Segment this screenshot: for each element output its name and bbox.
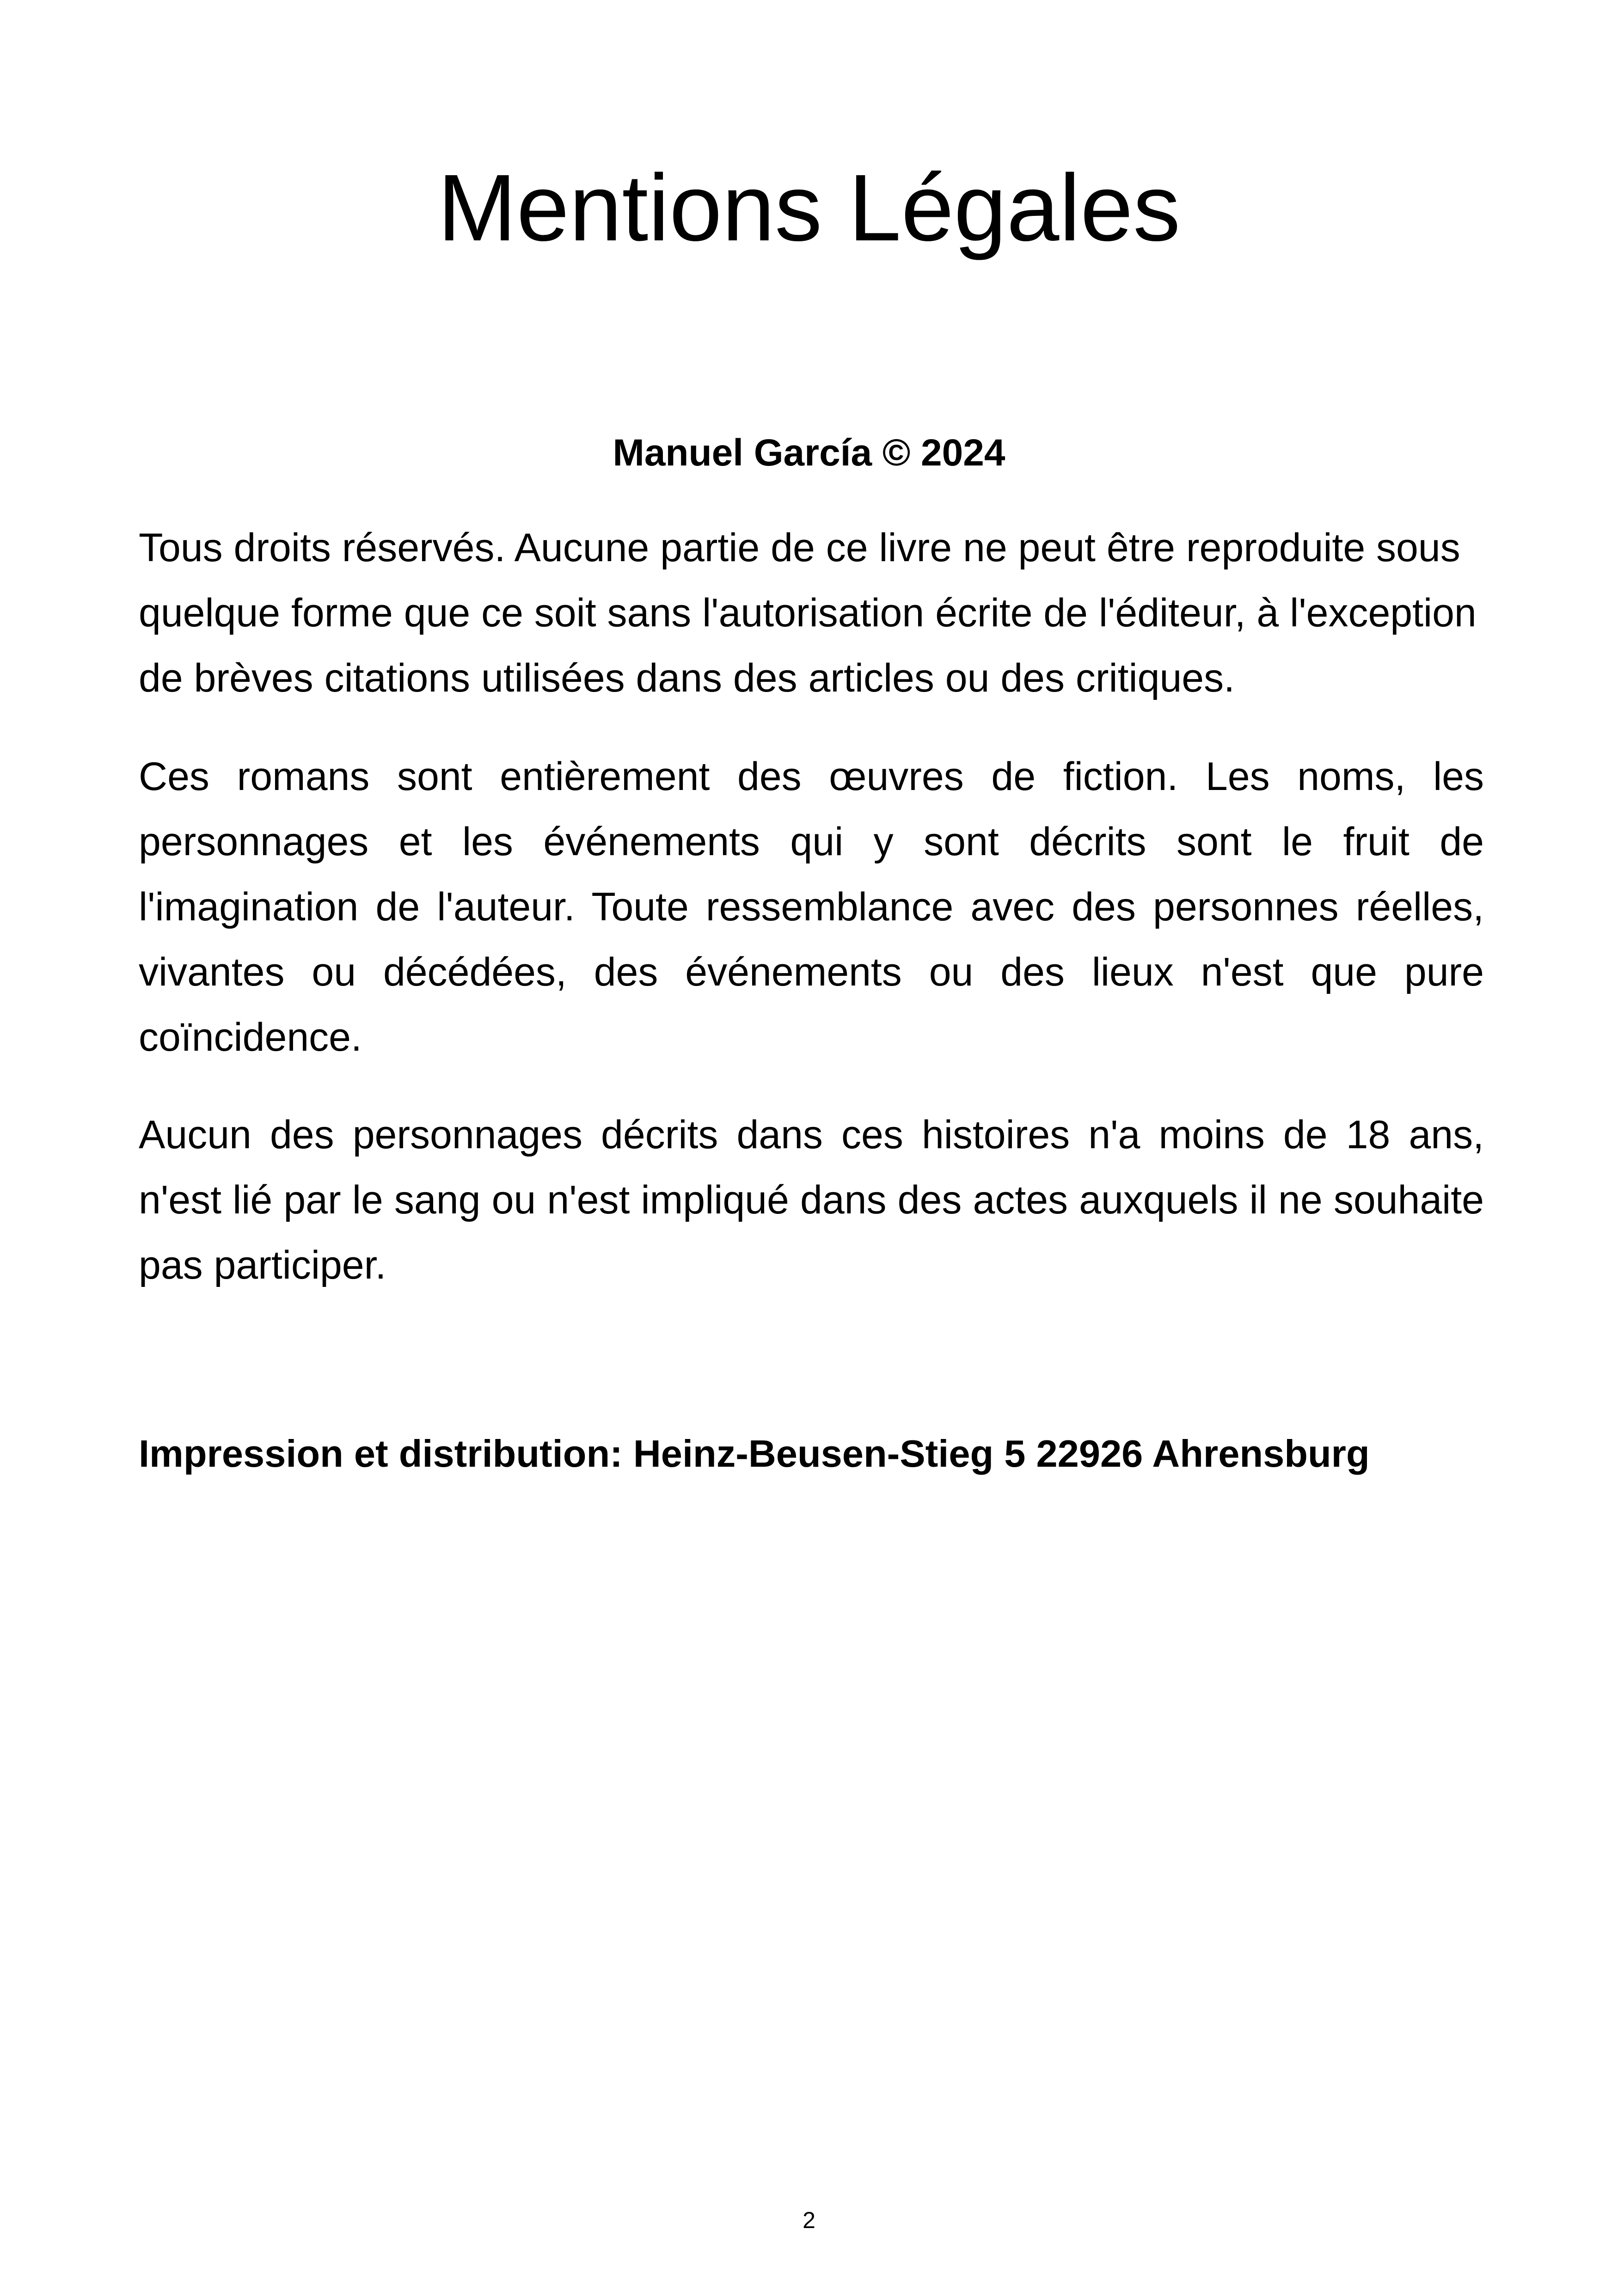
page-title: Mentions Légales [437,155,1181,261]
page-number: 2 [803,2207,815,2233]
age-disclaimer-paragraph: Aucun des personnages décrits dans ces histoires n'a moins de 18 ans, n'est lié par le sang ou n'est impliqué dans des actes auxquels il ne souhaite pas participer. [139,1113,1484,1287]
copyright-notice: Manuel García © 2024 [613,432,1005,474]
fiction-disclaimer-paragraph: Ces romans sont entièrement des œuvres de fiction. Les noms, les personnages et les événements qui y sont décrits sont le fruit de l'imagination de l'auteur. Toute ressemblance avec des personnes réelles, vivantes ou décédées, des événements ou des lieux n'est que pure coïncidence. [139,754,1484,1059]
imprint-address: Impression et distribution: Heinz-Beusen-Stieg 5 22926 Ahrensburg [139,1432,1370,1475]
rights-reserved-paragraph: Tous droits réservés. Aucune partie de ce livre ne peut être reproduite sous quelque forme que ce soit sans l'autorisation écrite de l'éditeur, à l'exception de brèves citations utilisées dans des articles ou des critiques. [139,526,1477,700]
